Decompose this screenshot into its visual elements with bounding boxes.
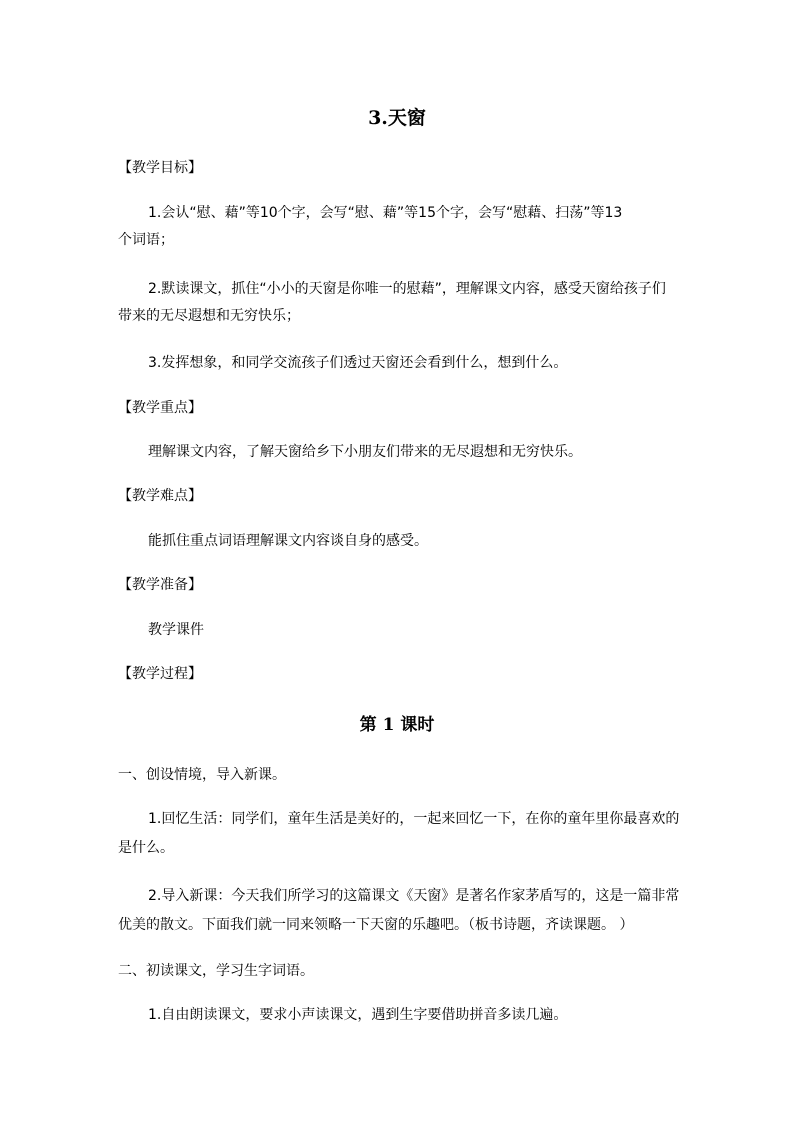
step-1-2-line-1: 2.导入新课：今天我们所学习的这篇课文《天窗》是著名作家茅盾写的，这是一篇非常 [148,888,680,904]
document-title: 3.天窗 [368,107,426,129]
step-1-1-line-1: 1.回忆生活：同学们，童年生活是美好的，一起来回忆一下，在你的童年里你最喜欢的 [148,811,680,827]
step-2: 二、初读课文，学习生字词语。 [118,963,314,979]
step-2-1: 1.自由朗读课文，要求小声读课文，遇到生字要借助拼音多读几遍。 [148,1007,568,1023]
prep-heading: 【教学准备】 [118,577,202,593]
step-1: 一、创设情境，导入新课。 [118,767,286,783]
goal-2-line-2: 带来的无尽遐想和无穷快乐； [118,308,300,324]
process-heading: 【教学过程】 [118,666,202,682]
difficulty-text: 能抓住重点词语理解课文内容谈自身的感受。 [148,533,428,549]
goal-1-line-2: 个词语； [118,232,174,248]
goals-heading: 【教学目标】 [118,160,202,176]
goal-1-line-1: 1.会认“慰、藉”等10个字，会写“慰、藉”等15个字，会写“慰藉、扫荡”等13 [148,205,623,221]
lesson-title: 第 1 课时 [359,715,435,735]
difficulty-heading: 【教学难点】 [118,488,202,504]
key-heading: 【教学重点】 [118,400,202,416]
prep-text: 教学课件 [148,622,204,638]
step-1-2-line-2: 优美的散文。下面我们就一同来领略一下天窗的乐趣吧。（板书诗题，齐读课题。 ） [118,917,634,933]
key-text: 理解课文内容，了解天窗给乡下小朋友们带来的无尽遐想和无穷快乐。 [148,444,582,460]
step-1-1-line-2: 是什么。 [118,840,174,856]
goal-2-line-1: 2.默读课文，抓住“小小的天窗是你唯一的慰藉”，理解课文内容，感受天窗给孩子们 [148,281,666,297]
goal-3: 3.发挥想象，和同学交流孩子们透过天窗还会看到什么，想到什么。 [148,355,568,371]
